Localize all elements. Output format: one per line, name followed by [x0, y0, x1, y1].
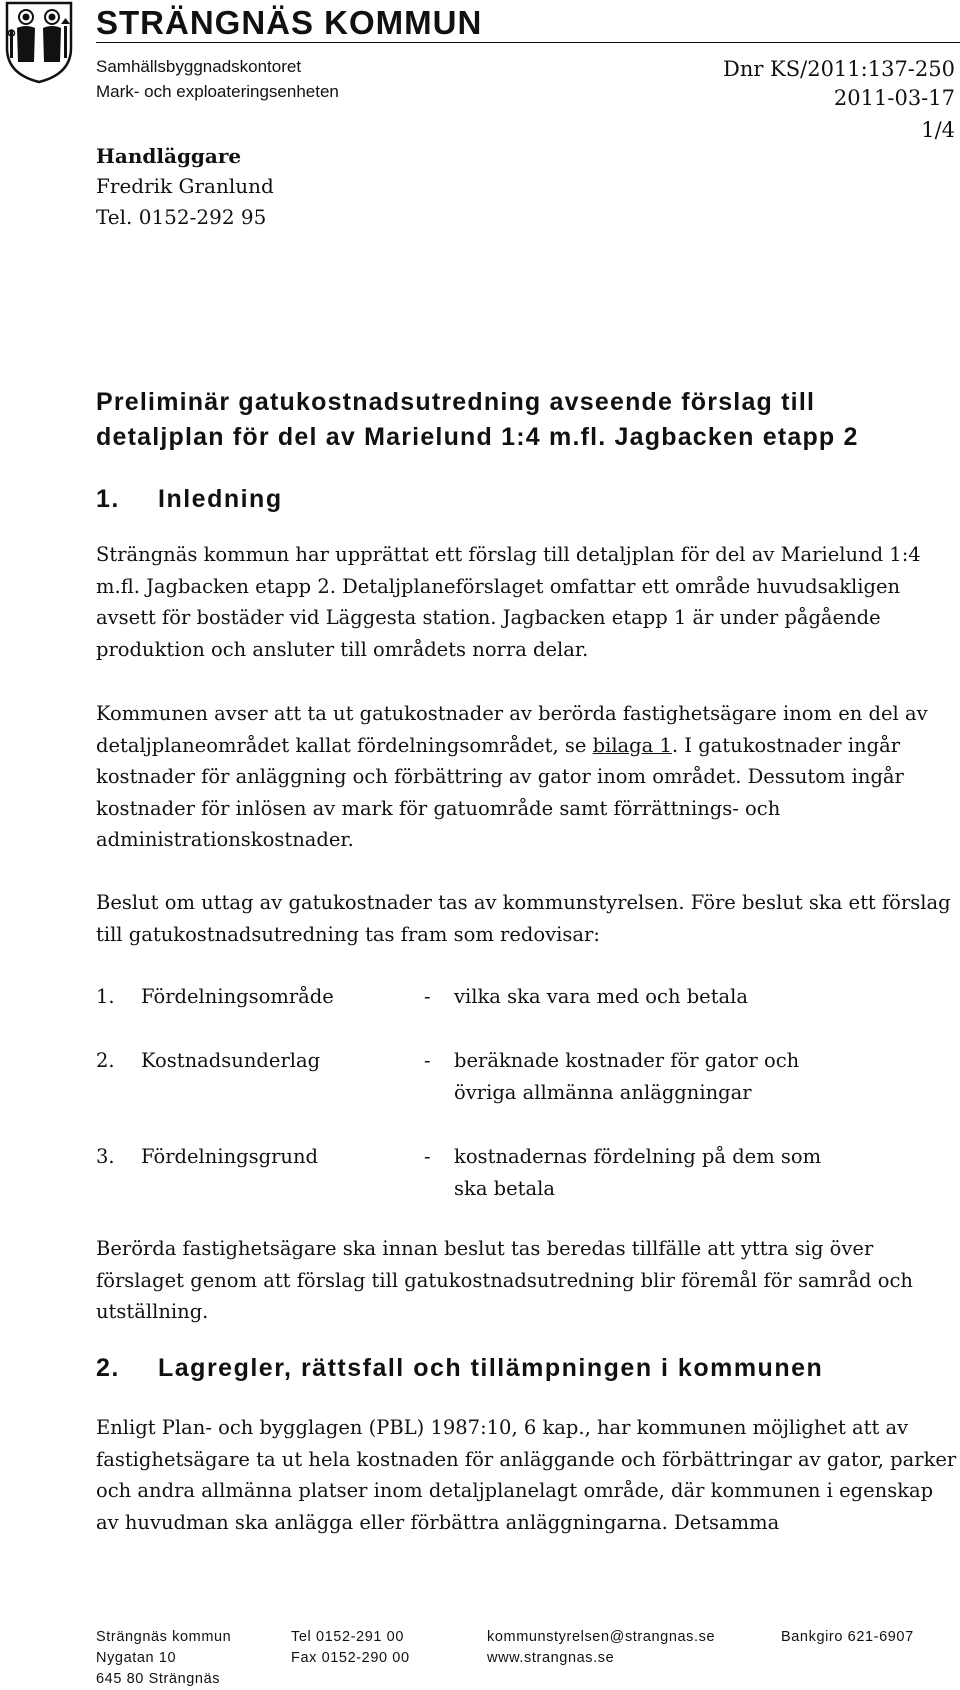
section-1-paragraph-1: Strängnäs kommun har upprättat ett förslag till detaljplan för del av Marielund 1:4 m.fl. Jagbacken etapp 2. Detaljplaneförslaget omfattar ett område huvudsakligen avsett för bostäder vid Läggesta station. Jagbacken etapp 1 är under pågående produktion och ansluter till områdets norra delar. [96, 543, 921, 661]
section-1-number: 1. [96, 485, 120, 513]
footer-phone: Tel 0152-291 00 [291, 1629, 404, 1645]
document-title: Preliminär gatukostnadsutredning avseende förslag till detaljplan för del av Marielund 1:4 m.fl. Jagbacken etapp 2 [96, 388, 859, 451]
list-item-dash: - [424, 1049, 431, 1072]
section-1-title: Inledning [158, 485, 283, 513]
section-2-paragraph-1: Enligt Plan- och bygglagen (PBL) 1987:10, 6 kap., har kommunen möjlighet att av fastighetsägare ta ut hela kostnaden för anläggande och förbättringar av gator, parker och andra allmänna platser inom detaljplanelagt område, där kommunen i egenskap av huvudman ska anlägga eller förbättra anläggningarna. Detsamma [96, 1416, 957, 1534]
list-item-number: 1. [96, 985, 115, 1008]
list-item-description: beräknade kostnader för gator och övriga allmänna anläggningar [454, 1049, 800, 1104]
paragraph-2-text-start: Kommunen avser att ta ut gatukostnader av berörda fastighetsägare inom en del av detaljplaneområdet kallat fördelningsområdet, se [96, 702, 928, 757]
section-1-paragraph-2 [96, 698, 958, 856]
list-item-term: Kostnadsunderlag [141, 1049, 321, 1072]
section-1-paragraph-4: Berörda fastighetsägare ska innan beslut tas beredas tillfälle att yttra sig över förslaget genom att förslag till gatukostnadsutredning blir föremål för samråd och utställning. [96, 1237, 913, 1323]
list-item-description: vilka ska vara med och betala [454, 985, 749, 1008]
list-item-term: Fördelningsområde [141, 985, 334, 1008]
municipality-brand-name: STRÄNGNÄS KOMMUN [96, 4, 483, 41]
footer-email-link[interactable]: kommunstyrelsen@strangnas.se [487, 1629, 716, 1645]
list-item-dash: - [424, 1145, 431, 1168]
list-item-term: Fördelningsgrund [141, 1145, 319, 1168]
section-2-heading [96, 1354, 823, 1383]
list-item [96, 981, 958, 1013]
list-item [96, 1141, 958, 1204]
registration-number: Dnr KS/2011:137-250 [722, 57, 955, 81]
municipal-coat-of-arms-logo [4, 0, 74, 84]
footer-postal-address: 645 80 Strängnäs [96, 1671, 221, 1687]
case-officer-name: Fredrik Granlund [96, 174, 274, 198]
case-officer-phone: Tel. 0152-292 95 [96, 205, 267, 229]
department-name: Samhällsbyggnadskontoret [96, 57, 302, 76]
section-1-heading [96, 485, 283, 514]
list-item-dash: - [424, 985, 431, 1008]
footer-organization: Strängnäs kommun [96, 1629, 232, 1645]
section-1-paragraph-3: Beslut om uttag av gatukostnader tas av kommunstyrelsen. Före beslut ska ett förslag till gatukostnadsutredning tas fram som redovisar: [96, 891, 951, 946]
list-item-number: 2. [96, 1049, 115, 1072]
section-2-number: 2. [96, 1354, 120, 1382]
bilaga-1-link[interactable]: bilaga 1 [592, 733, 672, 757]
footer-street-address: Nygatan 10 [96, 1650, 177, 1666]
header-rule [96, 42, 960, 43]
footer-website-link[interactable]: www.strangnas.se [487, 1650, 615, 1666]
list-item-number: 3. [96, 1145, 115, 1168]
case-officer-heading: Handläggare [96, 144, 242, 168]
list-item [96, 1045, 958, 1108]
document-date: 2011-03-17 [833, 86, 955, 110]
footer-fax: Fax 0152-290 00 [291, 1650, 410, 1666]
unit-name: Mark- och exploateringsenheten [96, 82, 339, 101]
page-number: 1/4 [921, 118, 955, 142]
section-2-title: Lagregler, rättsfall och tillämpningen i kommunen [158, 1354, 824, 1382]
paragraph-2-text-end: . I gatukostnader ingår kostnader för anläggning och förbättring av gator inom området. Dessutom ingår kostnader för inlösen av mark för gatuområde samt förrättnings- och administrationskostnader. [96, 733, 904, 851]
footer-bankgiro: Bankgiro 621-6907 [781, 1629, 914, 1645]
list-item-description: kostnadernas fördelning på dem som ska betala [454, 1145, 822, 1200]
